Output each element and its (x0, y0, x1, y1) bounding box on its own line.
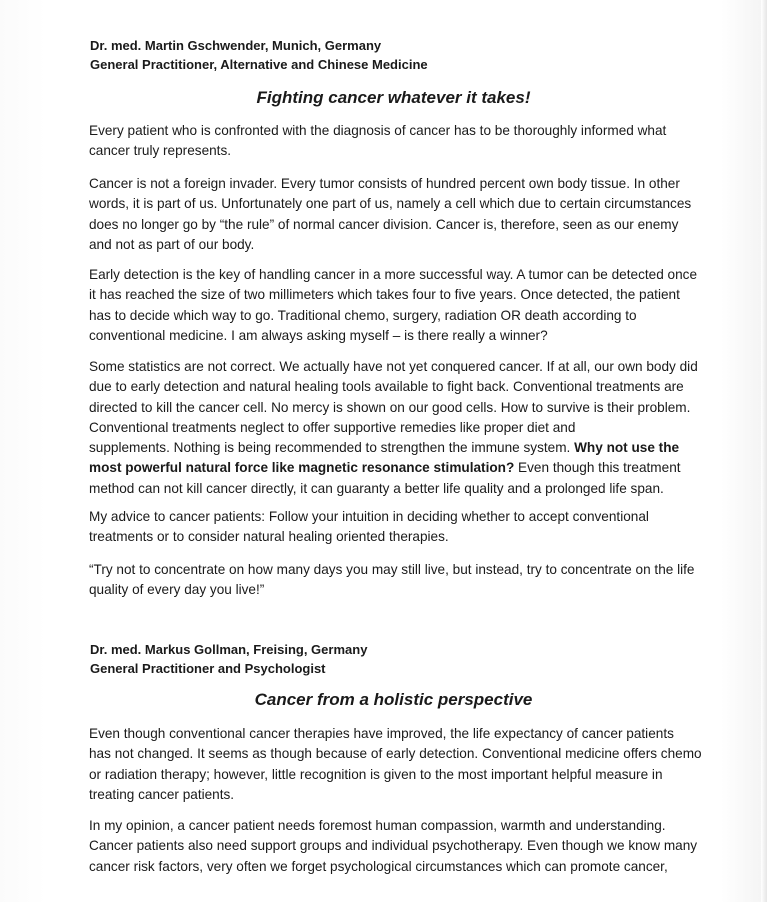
paragraph-line: My advice to cancer patients: Follow your intuition in deciding whether to accept conventional (89, 509, 649, 524)
line-text: Even though this treatment (514, 460, 681, 476)
paragraph-line: cancer risk factors, very often we forget psychological circumstances which can promote cancer, (89, 858, 668, 874)
paragraph-line: cancer truly represents. (89, 143, 232, 159)
paragraph-line: it has reached the size of two millimeters which takes four to five years. Once detected, the patient (89, 287, 680, 303)
paragraph-line: does no longer go by “the rule” of normal cancer division. Cancer is, therefore, seen as our enemy (89, 216, 679, 232)
paragraph (89, 121, 709, 162)
paragraph-line: Cancer is not a foreign invader. Every tumor consists of hundred percent own body tissue. In other (89, 176, 680, 191)
article-heading-2: Cancer from a holistic perspective (254, 690, 533, 709)
paragraph-line: directed to kill the cancer cell. No mercy is shown on our good cells. How to survive is their problem. (89, 399, 691, 415)
paragraph-line: quality of every day you live!” (89, 582, 265, 598)
paragraph-line: Conventional treatments neglect to offer supportive remedies like proper diet and (89, 419, 576, 435)
paragraph (89, 724, 709, 805)
paragraph-line: “Try not to concentrate on how many days you may still live, but instead, try to concentrate on the life (89, 562, 695, 577)
author-title: General Practitioner, Alternative and Chinese Medicine (90, 57, 428, 72)
author-name: Dr. med. Markus Gollman, Freising, Germany (90, 642, 368, 657)
author-title: General Practitioner and Psychologist (90, 661, 326, 676)
paragraph-line: Every patient who is confronted with the diagnosis of cancer has to be thoroughly informed what (89, 123, 667, 138)
paragraph-line: method can not kill cancer directly, it can guaranty a better life quality and a prolonged life span. (89, 480, 664, 496)
paragraph-line: treating cancer patients. (89, 786, 235, 802)
paragraph-line (89, 458, 709, 478)
paragraph-line: due to early detection and natural healing tools available to fight back. Conventional treatments are (89, 379, 684, 395)
quote-paragraph (89, 560, 709, 601)
paragraph (89, 507, 709, 548)
paragraph-line: conventional medicine. I am always asking myself – is there really a winner? (89, 327, 548, 343)
line-text: supplements. Nothing is being recommended to strengthen the immune system. (89, 440, 575, 456)
paragraph-line: and not as part of our body. (89, 236, 255, 252)
article-heading-1: Fighting cancer whatever it takes! (256, 88, 531, 107)
author-block-2 (90, 640, 367, 678)
emphasis-text: most powerful natural force like magnetic resonance stimulation? (89, 460, 515, 476)
paragraph-line: has to decide which way to go. Traditional chemo, surgery, radiation OR death according to (89, 307, 637, 323)
emphasis-text: Why not use the (574, 440, 680, 456)
paragraph-line: treatments or to consider natural healing oriented therapies. (89, 529, 449, 545)
scan-edge-shadow (761, 0, 767, 902)
paragraph-line: Some statistics are not correct. We actually have not yet conquered cancer. If at all, our own body did (89, 359, 698, 374)
paragraph-line: Early detection is the key of handling cancer in a more successful way. A tumor can be detected once (89, 267, 698, 282)
paragraph (89, 357, 709, 499)
paragraph (89, 265, 709, 346)
paragraph (89, 816, 709, 877)
paragraph-line: words, it is part of us. Unfortunately one part of us, namely a cell which due to certain circumstances (89, 196, 692, 212)
paragraph-line: Even though conventional cancer therapies have improved, the life expectancy of cancer patients (89, 726, 674, 741)
author-block-1 (90, 36, 428, 74)
paragraph-line: or radiation therapy; however, little recognition is given to the most important helpful measure in (89, 766, 663, 782)
paragraph-line (89, 438, 709, 458)
author-name: Dr. med. Martin Gschwender, Munich, Germany (90, 38, 382, 53)
paragraph (89, 174, 709, 255)
paragraph-line: In my opinion, a cancer patient needs foremost human compassion, warmth and understanding. (89, 818, 666, 833)
paragraph-line: Cancer patients also need support groups and individual psychotherapy. Even though we know many (89, 838, 698, 854)
paragraph-line: has not changed. It seems as though because of early detection. Conventional medicine offers chemo (89, 746, 702, 762)
